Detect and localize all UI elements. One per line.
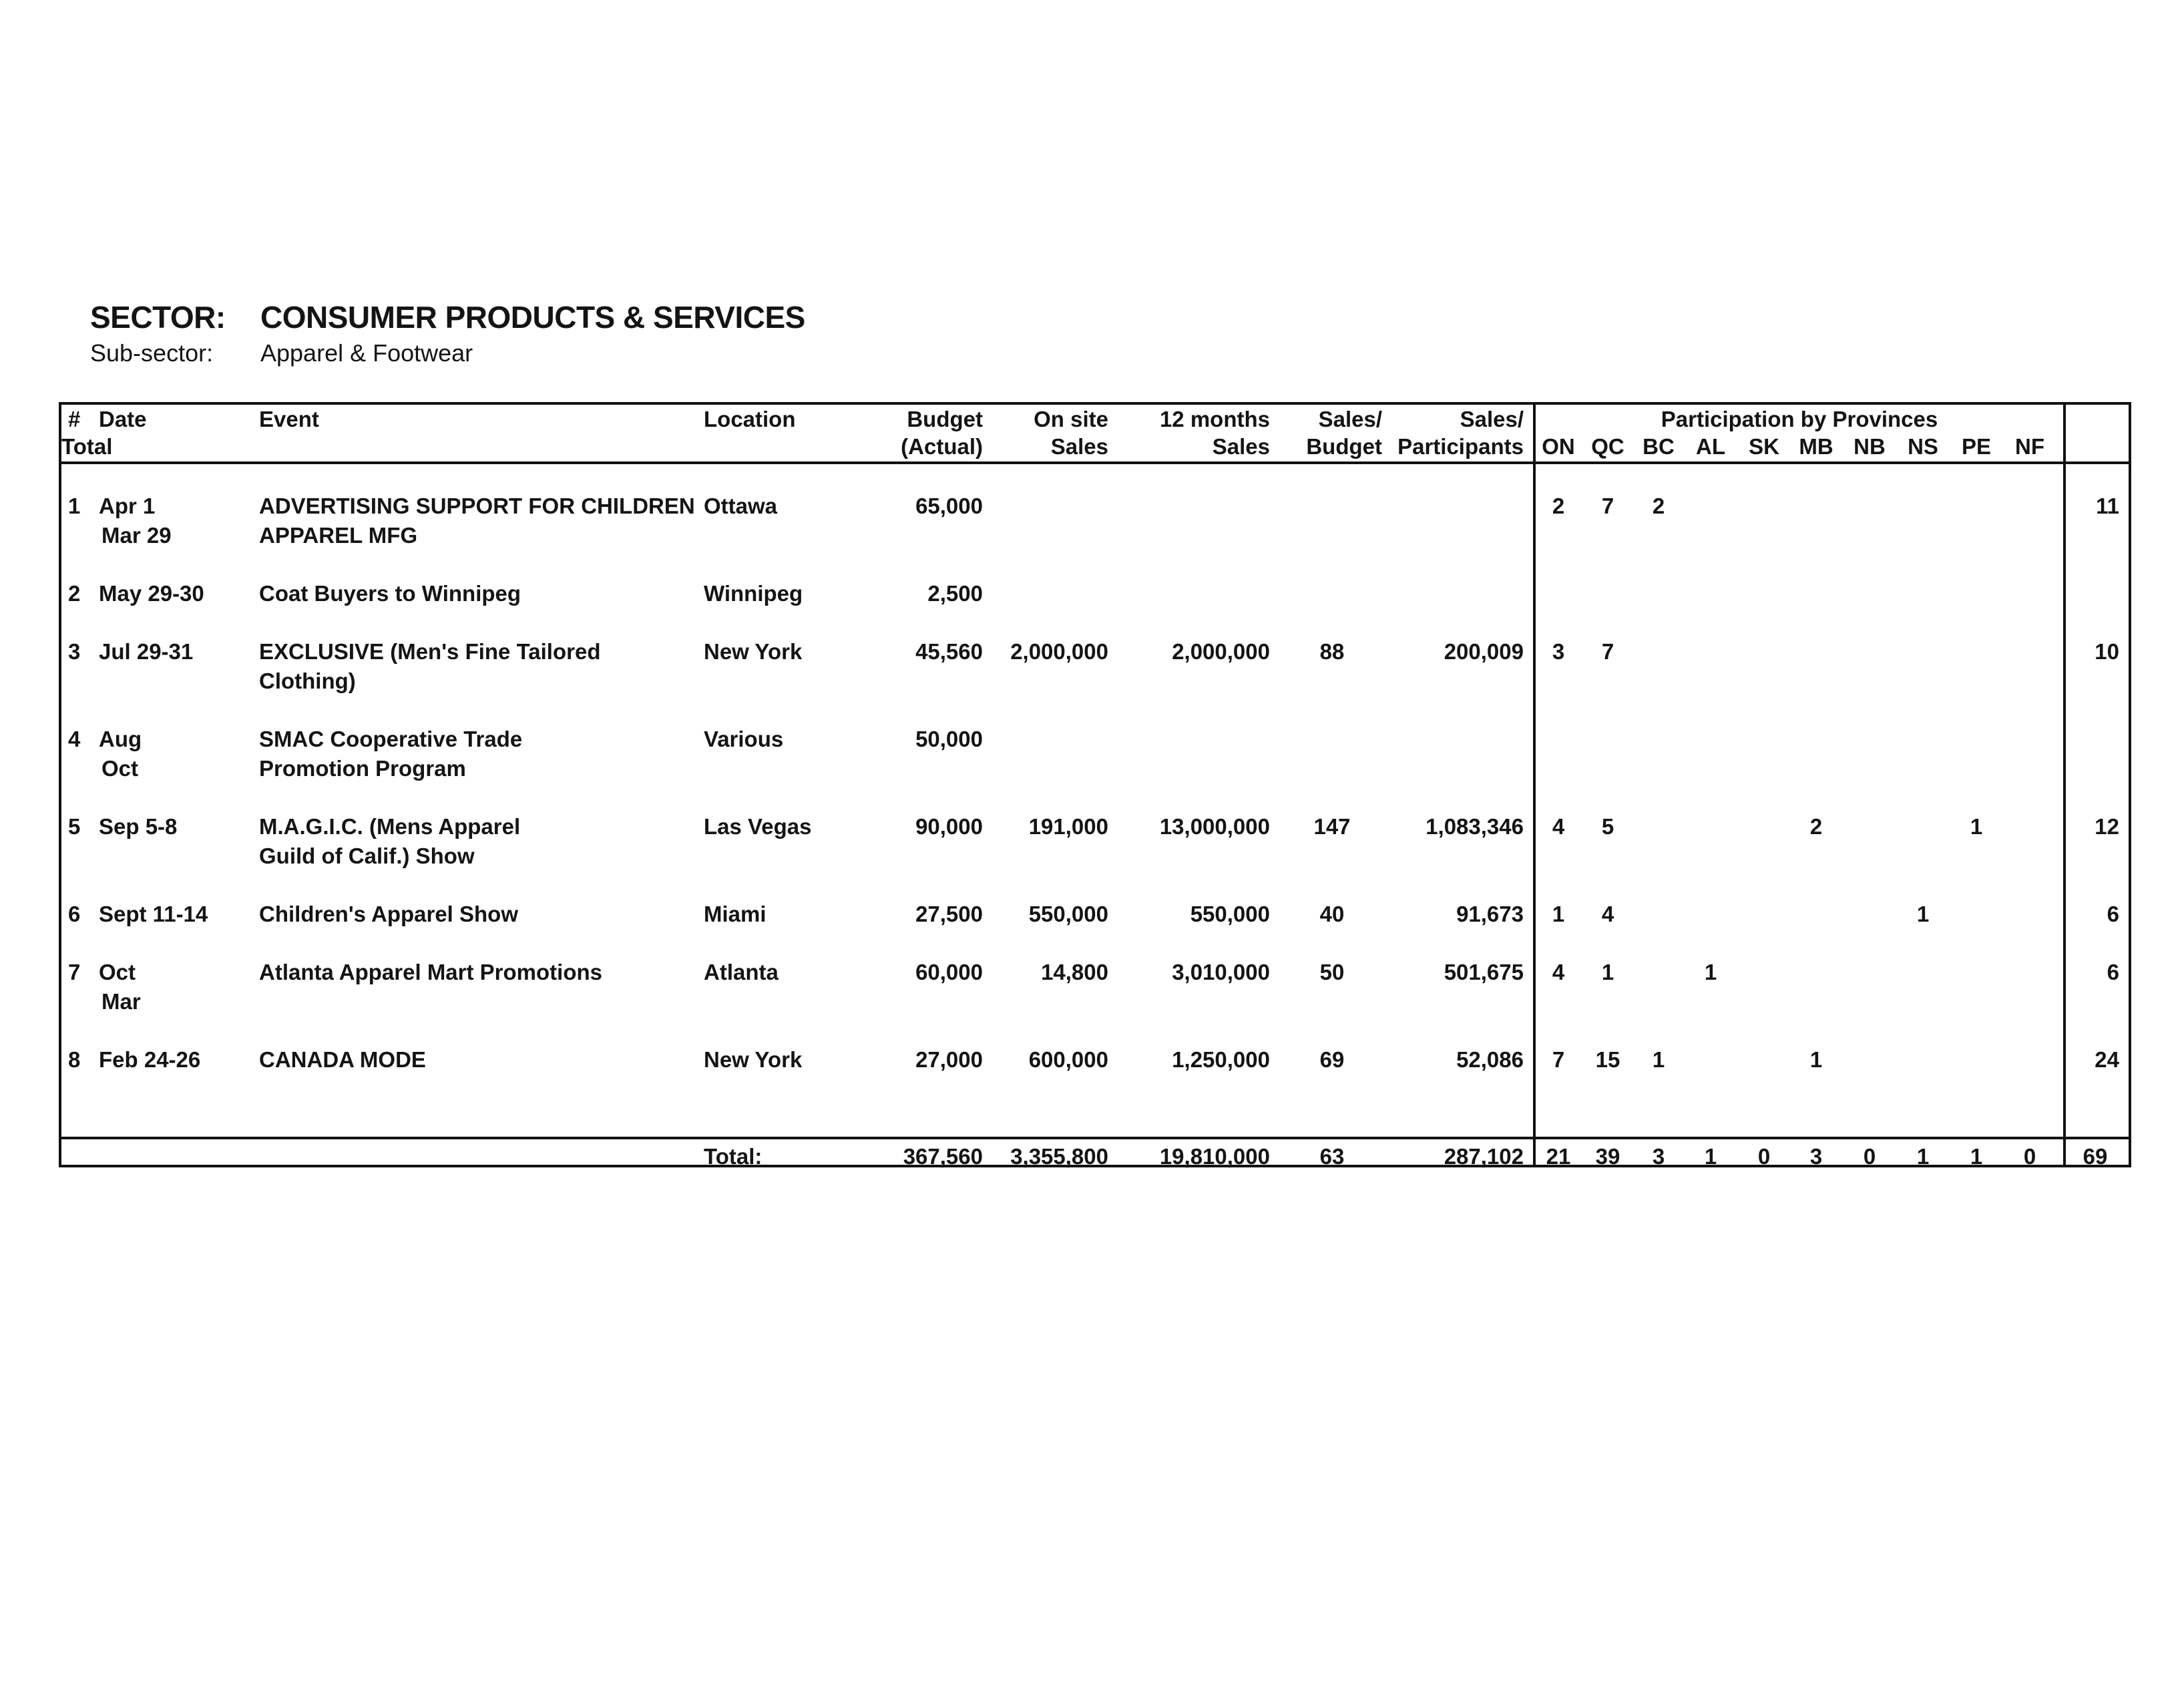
totals-province-bc: 3 [1652, 1144, 1665, 1169]
row-number: 8 [68, 1047, 81, 1072]
header-province-sk: SK [1749, 434, 1779, 459]
header-province-nb: NB [1853, 434, 1886, 459]
header-total: Total [61, 434, 113, 459]
row-province-on: 4 [1552, 960, 1565, 984]
row-12-months-sales: 13,000,000 [1159, 814, 1270, 839]
row-onsite-sales: 191,000 [1028, 814, 1108, 839]
row-event: Children's Apparel Show [259, 902, 519, 926]
header-12-months-sales-line1: 12 months [1159, 407, 1270, 431]
totals-province-al: 1 [1704, 1144, 1717, 1169]
row-budget: 60,000 [915, 960, 983, 984]
row-province-on: 1 [1552, 902, 1565, 926]
totals-province-nf: 0 [2023, 1144, 2036, 1169]
subsector-label: Sub-sector: [90, 339, 214, 367]
row-sales-participants: 200,009 [1444, 639, 1524, 664]
header-province-al: AL [1696, 434, 1725, 459]
row-location: New York [704, 639, 803, 664]
row-province-on: 3 [1552, 639, 1565, 664]
row-12-months-sales: 3,010,000 [1172, 960, 1270, 984]
row-province-ns: 1 [1916, 902, 1930, 926]
row-province-al: 1 [1704, 960, 1717, 984]
header-province-pe: PE [1961, 434, 1992, 459]
header-event: Event [259, 407, 319, 431]
row-location: Miami [704, 902, 767, 926]
header-province-ns: NS [1908, 434, 1938, 459]
row-province-qc: 5 [1601, 814, 1614, 839]
row-budget: 27,000 [915, 1047, 983, 1072]
row-number: 2 [68, 581, 81, 606]
row-date: Mar 29 [101, 523, 172, 548]
row-onsite-sales: 550,000 [1028, 902, 1108, 926]
row-budget: 90,000 [915, 814, 983, 839]
row-sales-budget: 147 [1313, 814, 1351, 839]
row-date: Sept 11-14 [99, 902, 208, 926]
row-location: New York [704, 1047, 803, 1072]
row-budget: 45,560 [915, 639, 983, 664]
row-total: 12 [2095, 814, 2119, 839]
row-event: Atlanta Apparel Mart Promotions [259, 960, 602, 984]
row-province-on: 7 [1552, 1047, 1565, 1072]
totals-sales-participants: 287,102 [1444, 1144, 1524, 1169]
subsector-heading [90, 339, 473, 367]
row-location: Various [704, 727, 784, 751]
header-province-mb: MB [1799, 434, 1833, 459]
header-budget-line1: Budget [907, 407, 983, 431]
row-sales-budget: 50 [1319, 960, 1345, 984]
row-location: Las Vegas [704, 814, 812, 839]
totals-label: Total: [704, 1144, 762, 1169]
events-table [59, 402, 2131, 1167]
header-province-qc: QC [1591, 434, 1624, 459]
row-sales-participants: 91,673 [1456, 902, 1524, 926]
row-budget: 27,500 [915, 902, 983, 926]
row-number: 5 [68, 814, 81, 839]
header-province-nf: NF [2015, 434, 2044, 459]
row-number: 3 [68, 639, 81, 664]
sector-heading [90, 299, 805, 335]
totals-12-months-sales: 19,810,000 [1159, 1144, 1270, 1169]
row-onsite-sales: 600,000 [1028, 1047, 1108, 1072]
row-province-qc: 7 [1601, 639, 1614, 664]
header-divider [61, 461, 2129, 464]
totals-province-mb: 3 [1809, 1144, 1823, 1169]
totals-total: 69 [2083, 1144, 2108, 1169]
row-province-on: 2 [1552, 494, 1565, 518]
header-sales-participants-line2: Participants [1397, 434, 1524, 459]
row-12-months-sales: 550,000 [1190, 902, 1270, 926]
sector-label: SECTOR: [90, 300, 226, 335]
row-event: Coat Buyers to Winnipeg [259, 581, 521, 606]
totals-province-sk: 0 [1757, 1144, 1771, 1169]
row-date: Apr 1 [99, 494, 156, 518]
row-sales-participants: 1,083,346 [1426, 814, 1524, 839]
header-province-on: ON [1542, 434, 1575, 459]
totals-divider [61, 1137, 2129, 1139]
row-number: 1 [68, 494, 81, 518]
totals-province-pe: 1 [1970, 1144, 1983, 1169]
row-location: Atlanta [704, 960, 779, 984]
row-province-qc: 15 [1595, 1047, 1620, 1072]
row-sales-budget: 69 [1319, 1047, 1345, 1072]
totals-sales-budget: 63 [1319, 1144, 1345, 1169]
row-province-mb: 2 [1809, 814, 1823, 839]
header-province-bc: BC [1643, 434, 1675, 459]
header-sales-budget-line2: Budget [1306, 434, 1382, 459]
sector-value: CONSUMER PRODUCTS & SERVICES [260, 300, 805, 335]
row-event: APPAREL MFG [259, 523, 418, 548]
subsector-value: Apparel & Footwear [260, 339, 473, 367]
row-province-pe: 1 [1970, 814, 1983, 839]
row-total: 11 [2096, 494, 2119, 518]
row-event: Guild of Calif.) Show [259, 843, 475, 868]
row-date: May 29-30 [99, 581, 204, 606]
row-12-months-sales: 1,250,000 [1172, 1047, 1270, 1072]
header-onsite-sales-line1: On site [1034, 407, 1108, 431]
row-date: Jul 29-31 [99, 639, 194, 664]
header-onsite-sales-line2: Sales [1050, 434, 1108, 459]
row-event: M.A.G.I.C. (Mens Apparel [259, 814, 521, 839]
totals-province-on: 21 [1546, 1144, 1571, 1169]
row-number: 4 [68, 727, 81, 751]
row-event: Promotion Program [259, 756, 466, 781]
row-date: Feb 24-26 [99, 1047, 201, 1072]
header-budget-line2: (Actual) [901, 434, 983, 459]
row-province-bc: 1 [1652, 1047, 1665, 1072]
header-number: # [68, 407, 81, 431]
row-onsite-sales: 2,000,000 [1010, 639, 1108, 664]
row-onsite-sales: 14,800 [1041, 960, 1108, 984]
totals-province-ns: 1 [1916, 1144, 1930, 1169]
totals-onsite-sales: 3,355,800 [1010, 1144, 1108, 1169]
header-sales-budget-line1: Sales/ [1318, 407, 1382, 431]
header-date: Date [99, 407, 147, 431]
row-sales-participants: 52,086 [1456, 1047, 1524, 1072]
header-location: Location [704, 407, 796, 431]
row-total: 6 [2107, 960, 2119, 984]
row-event: SMAC Cooperative Trade [259, 727, 523, 751]
header-12-months-sales-line2: Sales [1212, 434, 1270, 459]
row-sales-budget: 88 [1319, 639, 1345, 664]
row-event: CANADA MODE [259, 1047, 426, 1072]
row-budget: 65,000 [915, 494, 983, 518]
header-participation: Participation by Provinces [1661, 407, 1938, 431]
row-date: Sep 5-8 [99, 814, 178, 839]
row-province-mb: 1 [1809, 1047, 1823, 1072]
totals-province-nb: 0 [1863, 1144, 1876, 1169]
row-event: EXCLUSIVE (Men's Fine Tailored [259, 639, 601, 664]
row-province-bc: 2 [1652, 494, 1665, 518]
row-total: 6 [2107, 902, 2119, 926]
row-date: Oct [101, 756, 139, 781]
row-number: 6 [68, 902, 81, 926]
row-date: Mar [101, 989, 141, 1014]
header-sales-participants-line1: Sales/ [1460, 407, 1524, 431]
row-budget: 50,000 [915, 727, 983, 751]
row-sales-participants: 501,675 [1444, 960, 1524, 984]
row-12-months-sales: 2,000,000 [1172, 639, 1270, 664]
row-total: 10 [2095, 639, 2119, 664]
row-number: 7 [68, 960, 81, 984]
row-province-qc: 7 [1601, 494, 1614, 518]
row-province-qc: 1 [1601, 960, 1614, 984]
row-event: Clothing) [259, 669, 356, 693]
row-location: Winnipeg [704, 581, 803, 606]
row-province-qc: 4 [1601, 902, 1614, 926]
row-sales-budget: 40 [1319, 902, 1345, 926]
row-total: 24 [2095, 1047, 2119, 1072]
totals-budget: 367,560 [903, 1144, 983, 1169]
totals-province-qc: 39 [1595, 1144, 1620, 1169]
total-column-rule [2063, 405, 2066, 1165]
row-province-on: 4 [1552, 814, 1565, 839]
row-date: Oct [99, 960, 136, 984]
row-budget: 2,500 [927, 581, 983, 606]
row-date: Aug [99, 727, 142, 751]
row-event: ADVERTISING SUPPORT FOR CHILDREN [259, 494, 695, 518]
row-location: Ottawa [704, 494, 778, 518]
